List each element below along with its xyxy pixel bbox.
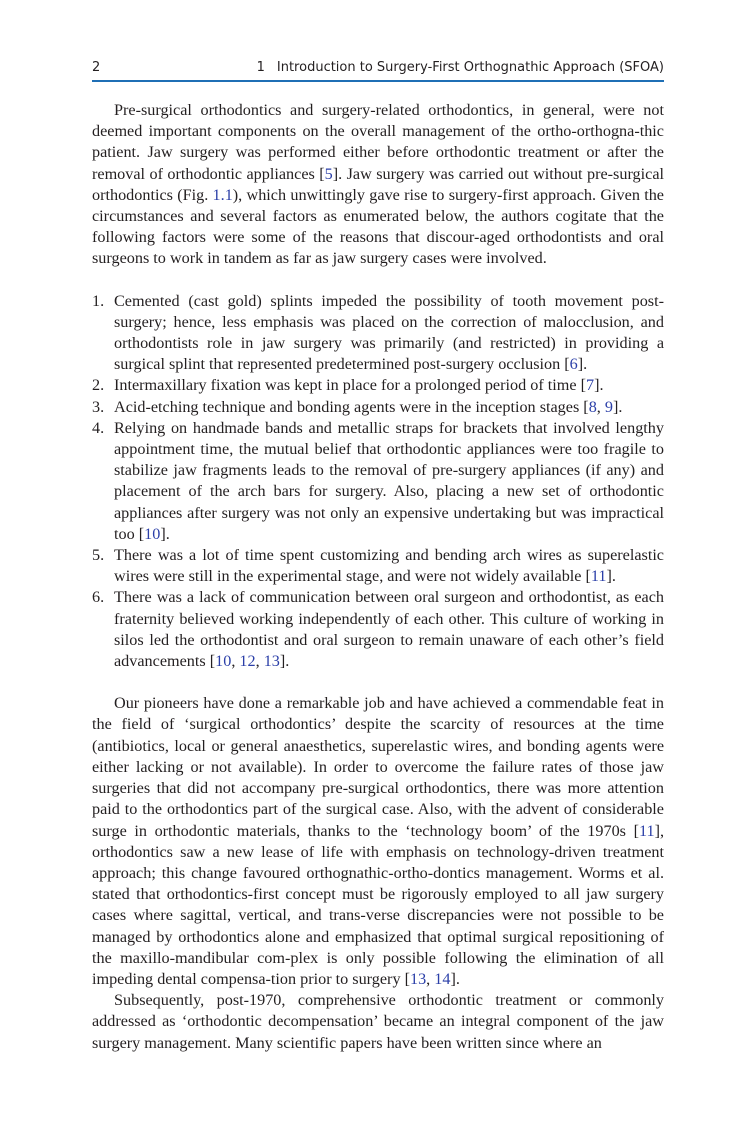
citation-link[interactable]: 12 [239, 652, 256, 671]
text-run: Cemented (cast gold) splints impeded the possibility of tooth movement post-surgery; hence, less emphasis was placed on the correction of malocclusion, and orthodontists role in jaw surgery was primarily (and restricted) in providing a surgical splint that represented predetermined post-surgery occlusion [ [114, 291, 664, 374]
citation-link[interactable]: 7 [585, 376, 595, 395]
chapter-number: 1 [256, 60, 265, 75]
list-number: 2. [92, 376, 105, 395]
citation-group: 8, 9 [588, 397, 613, 416]
list-number: 6. [92, 588, 105, 607]
text-run: There was a lack of communication between oral surgeon and orthodontist, as each fraternity believed working independently of each other. This culture of working in silos led the orthodontist and oral surgeon to remain unaware of each other’s field advancements [ [114, 588, 664, 671]
text-run: ]. Jaw surgery was carried out without pre-surgical orthodontics (Fig. [92, 164, 665, 204]
citation-link[interactable]: 6 [569, 355, 578, 374]
list-item [92, 418, 664, 545]
factors-list [92, 291, 664, 673]
body-text [92, 100, 664, 1054]
text-run: ]. [160, 524, 170, 543]
paragraph-1 [92, 100, 664, 270]
text-run: ]. [612, 397, 623, 416]
list-item [92, 291, 664, 376]
running-header [92, 58, 664, 82]
text-run: Subsequently, post-1970, comprehensive orthodontic treatment or commonly addressed as ‘orthodontic decompensation’ became an integral component of the jaw surgery management. Many scientific papers have been written since where an [92, 991, 664, 1052]
list-number: 4. [92, 418, 105, 437]
text-run: ]. [606, 567, 616, 586]
citation-link[interactable]: 14 [434, 969, 451, 988]
text-run: Intermaxillary fixation was kept in place for a prolonged period of time [ [114, 376, 586, 395]
list-item [92, 375, 664, 396]
text-run: ]. [279, 652, 290, 671]
paragraph-2 [92, 693, 664, 990]
text-run: Relying on handmade bands and metallic straps for brackets that involved lengthy appointment time, the mutual belief that orthodontic appliances were too fragile to stabilize jaw fragments leads to the removal of pre-surgery appliances (if any) and placement of the arch bars for surgery. Also, placing a new set of orthodontic appliances after surgery was not only an expensive undertaking but was impractical too [ [114, 418, 664, 543]
text-run: There was a lot of time spent customizing and bending arch wires as superelastic wires were still in the experimental stage, and were not widely available [ [114, 546, 664, 586]
citation-link[interactable]: 11 [590, 567, 607, 586]
text-run: Pre-surgical orthodontics and surgery-related orthodontics, in general, were not deemed important components on the overall management of the ortho-orthogna-thic patient. Jaw surgery was performed either before orthodontic treatment or after the removal of orthodontic appliances [ [92, 101, 664, 183]
running-title [257, 60, 664, 75]
citation-group [591, 567, 607, 585]
citation-link[interactable]: 11 [638, 821, 655, 840]
text-run: ], orthodontics saw a new lease of life with emphasis on technology-driven treatment approach; this change favoured orthognathic-ortho-dontics management. Worms et al. stated that orthodontics-first concept must be rigorously employed to all jaw surgery cases where sagittal, vertical, and trans-verse discrepancies were not possible to be managed by orthodontics alone and emphasized that optimal surgical repositioning of the maxillo-mandibular com-plex is only possible following the elimination of all impeding dental compensa-tion prior to surgery [ [92, 821, 664, 988]
text-run: Our pioneers have done a remarkable job and have achieved a commendable feat in the field of ‘surgical orthodontics’ despite the scarcity of resources at the time (antibiotics, local or general anaesthetics, superelastic wires, and bonding agents were either lacking or not available). In order to overcome the failure rates of those jaw surgeries that did not accompany pre-surgical orthodontics, there was more attention paid to the orthodontics part of the surgical case. Also, with the advent of considerable surge in orthodontic materials, thanks to the ‘technology boom’ of the 1970s [ [92, 694, 664, 840]
citation-link[interactable]: 5 [324, 164, 333, 183]
figure-link[interactable]: 1.1 [212, 185, 233, 204]
text-run: ), which unwittingly gave rise to surgery-first approach. Given the circumstances and several factors as enumerated below, the authors cogitate that the following factors were some of the reasons that discour-aged orthodontists and oral surgeons to work in tandem as far as jaw surgery cases were involved. [92, 185, 664, 268]
text-run: ]. [450, 969, 460, 988]
paragraph-3 [92, 990, 664, 1054]
text-run: ]. [577, 355, 588, 374]
list-number: 5. [92, 546, 105, 565]
citation-group: 10, 12, 13 [215, 652, 280, 671]
citation-group [586, 376, 594, 394]
text-run: Acid-etching technique and bonding agents were in the inception stages [ [114, 397, 589, 416]
list-number: 1. [92, 291, 105, 310]
citation-link[interactable]: 10 [144, 524, 161, 543]
citation-link[interactable]: 8 [588, 397, 597, 416]
citation-link[interactable]: 10 [215, 652, 232, 671]
text-run: , [426, 969, 435, 988]
chapter-title: Introduction to Surgery-First Orthognathic Approach (SFOA) [276, 60, 664, 75]
page-number: 2 [92, 60, 101, 75]
citation-group [570, 355, 578, 373]
list-item [92, 545, 664, 587]
text-run: ]. [594, 376, 604, 395]
citation-link[interactable]: 13 [263, 652, 280, 671]
citation-link[interactable]: 9 [604, 397, 613, 416]
citation-link[interactable]: 13 [409, 969, 427, 988]
citation-group [144, 525, 160, 543]
list-number: 3. [92, 397, 105, 416]
list-item [92, 397, 664, 418]
list-item [92, 587, 664, 672]
